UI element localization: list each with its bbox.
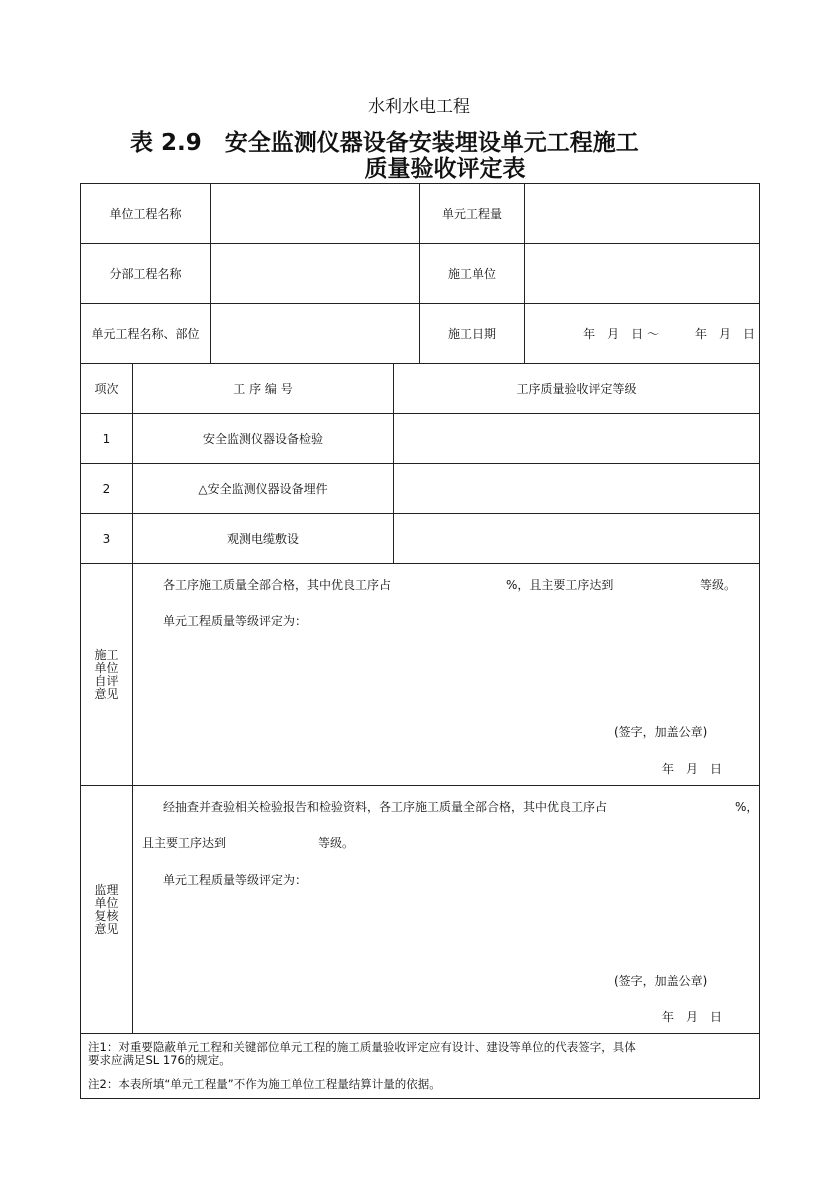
page-title: 表 2.9 安全监测仪器设备安装埋设单元工程施工 xyxy=(130,130,639,156)
label-unit-project: 单位工程名称 xyxy=(80,183,211,244)
supervisor-date: 年 月 日 xyxy=(662,1010,723,1024)
supervisor-text: 且主要工序达到 xyxy=(142,836,227,850)
supervisor-signature: (签字，加盖公章) xyxy=(614,974,708,988)
self-eval-signature: (签字，加盖公章) xyxy=(614,725,708,739)
header-item-no: 项次 xyxy=(80,363,133,414)
label-unit-quantity: 单元工程量 xyxy=(419,183,525,244)
supervisor-text: 经抽查并查验相关检验报告和检验资料，各工序施工质量全部合格，其中优良工序占 xyxy=(163,800,608,814)
row-grade[interactable] xyxy=(393,463,760,514)
division-field[interactable] xyxy=(210,243,420,304)
self-eval-text: 等级。 xyxy=(700,578,737,592)
label-element: 单元工程名称、部位 xyxy=(80,303,211,364)
construction-unit-field[interactable] xyxy=(524,243,760,304)
row-process: △安全监测仪器设备埋件 xyxy=(132,463,394,514)
element-field[interactable] xyxy=(210,303,420,364)
header-grade: 工序质量验收评定等级 xyxy=(393,363,760,414)
supervisor-text: 等级。 xyxy=(318,836,355,850)
note-1: 注1：对重要隐蔽单元工程和关键部位单元工程的施工质量验收评定应有设计、建设等单位的代表签字，具体 xyxy=(88,1040,636,1054)
label-construction-date: 施工日期 xyxy=(419,303,525,364)
row-grade[interactable] xyxy=(393,513,760,564)
self-eval-text: %，且主要工序达到 xyxy=(506,578,614,592)
supervisor-area[interactable] xyxy=(132,785,760,1034)
supervisor-label: 监理单位复核意见 xyxy=(94,882,119,936)
date-range-field[interactable]: 年 月 日 ～ 年 月 日 xyxy=(524,303,760,364)
supervisor-grade-text: 单元工程质量等级评定为： xyxy=(163,873,308,887)
page-title-line2: 质量验收评定表 xyxy=(364,156,526,182)
self-eval-label: 施工单位自评意见 xyxy=(94,647,119,701)
row-no: 2 xyxy=(80,463,133,514)
label-division: 分部工程名称 xyxy=(80,243,211,304)
subtitle: 水利水电工程 xyxy=(368,97,470,117)
self-eval-area[interactable] xyxy=(132,563,760,786)
row-no: 3 xyxy=(80,513,133,564)
supervisor-label-cell xyxy=(80,785,133,1034)
row-no: 1 xyxy=(80,413,133,464)
note-2: 注2：本表所填“单元工程量”不作为施工单位工程量结算计量的依据。 xyxy=(88,1077,441,1091)
row-process: 安全监测仪器设备检验 xyxy=(132,413,394,464)
self-eval-text: 各工序施工质量全部合格，其中优良工序占 xyxy=(163,578,392,592)
supervisor-text: %， xyxy=(735,800,759,814)
self-eval-label-cell xyxy=(80,563,133,786)
self-eval-date: 年 月 日 xyxy=(662,762,723,776)
note-1-cont: 要求应满足SL 176的规定。 xyxy=(88,1053,231,1067)
header-process: 工 序 编 号 xyxy=(132,363,394,414)
label-construction-unit: 施工单位 xyxy=(419,243,525,304)
self-eval-grade-text: 单元工程质量等级评定为： xyxy=(163,614,308,628)
row-grade[interactable] xyxy=(393,413,760,464)
unit-project-field[interactable] xyxy=(210,183,420,244)
row-process: 观测电缆敷设 xyxy=(132,513,394,564)
unit-quantity-field[interactable] xyxy=(524,183,760,244)
